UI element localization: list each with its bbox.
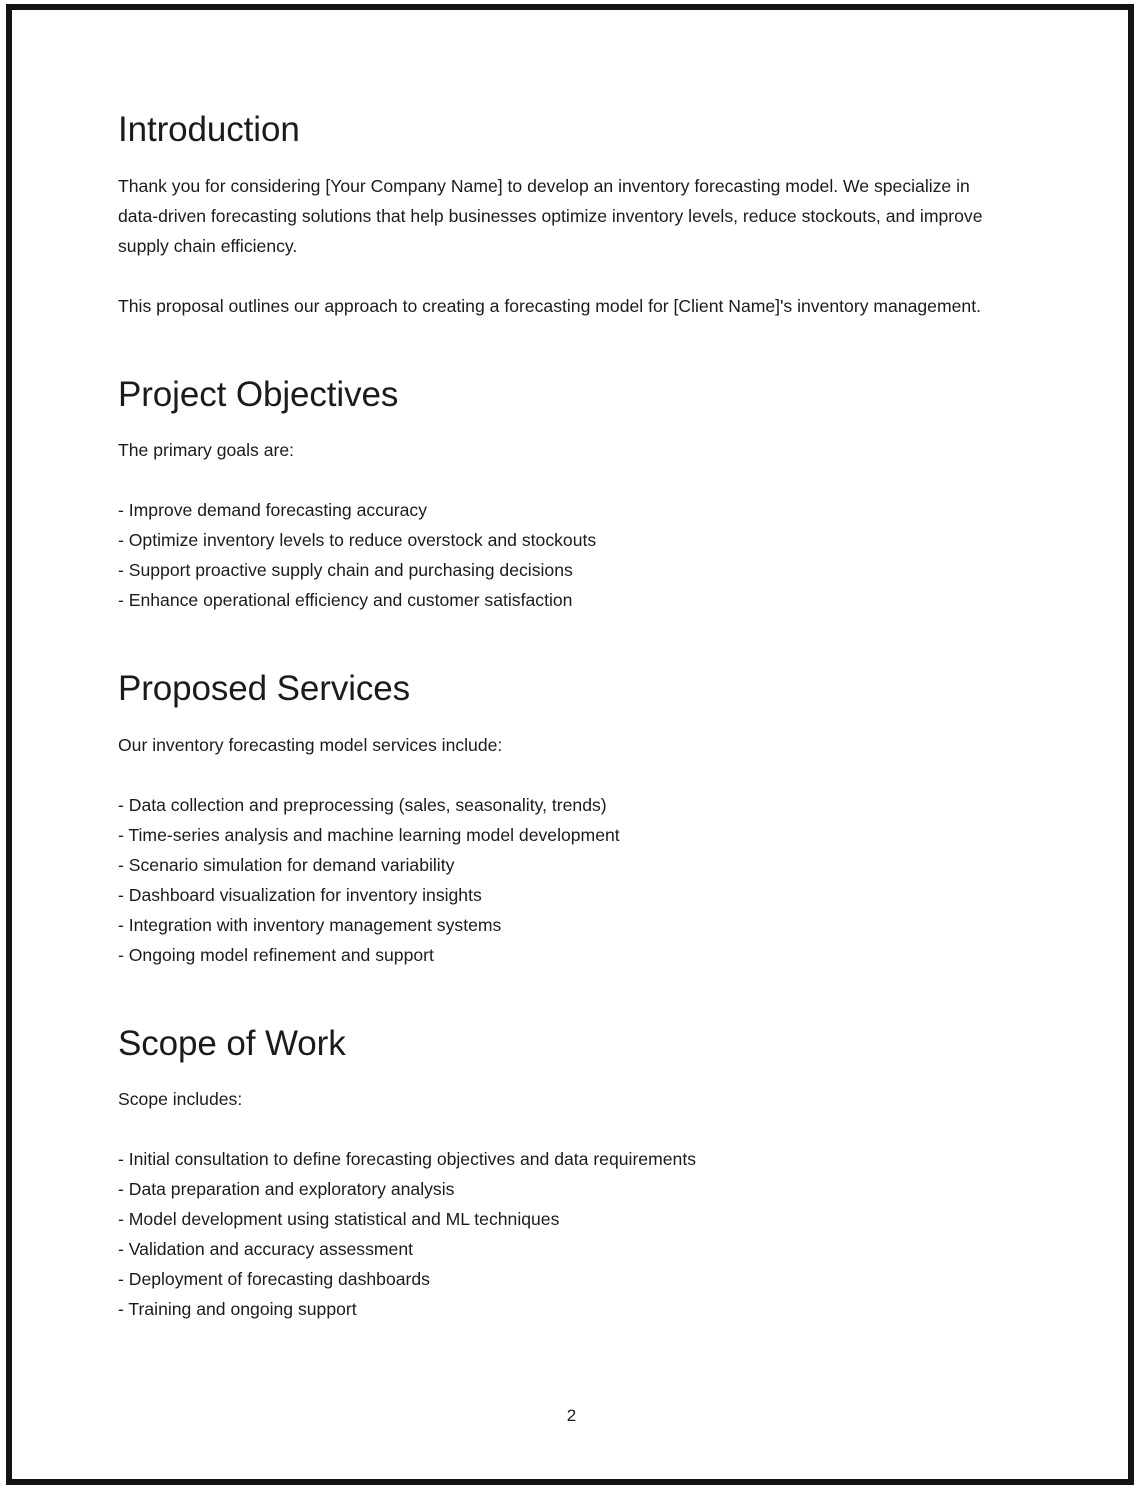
paragraph-intro-1: Thank you for considering [Your Company Name] to develop an inventory forecasting model. We specialize in data-driven forecasting solutions that help businesses optimize inventory levels, reduce stockouts, and improve supply chain efficiency. (118, 175, 983, 256)
list-item: - Training and ongoing support (118, 1299, 357, 1320)
list-project-objectives (118, 495, 1002, 615)
list-item: - Data preparation and exploratory analysis (118, 1179, 455, 1200)
section-heading-proposed-services: Proposed Services (118, 669, 411, 709)
page-number-value: 2 (566, 1406, 577, 1425)
list-item: - Scenario simulation for demand variability (118, 854, 455, 875)
list-item: - Dashboard visualization for inventory insights (118, 884, 482, 905)
section-heading-introduction: Introduction (118, 110, 300, 149)
list-item: - Support proactive supply chain and purchasing decisions (118, 560, 573, 581)
list-item: - Integration with inventory management systems (118, 914, 502, 935)
section-scope-of-work (118, 1024, 1002, 1325)
section-introduction (118, 110, 1002, 321)
section-heading-scope-of-work: Scope of Work (118, 1023, 346, 1063)
section-spacer (118, 321, 1002, 375)
section-proposed-services (118, 669, 1002, 970)
list-item: - Ongoing model refinement and support (118, 944, 434, 965)
list-item: - Optimize inventory levels to reduce overstock and stockouts (118, 530, 597, 551)
section-project-objectives (118, 375, 1002, 616)
section-spacer (118, 615, 1002, 669)
paragraph-objectives-lead: The primary goals are: (118, 440, 295, 461)
document-content (118, 110, 1002, 1324)
list-item: - Initial consultation to define forecasting objectives and data requirements (118, 1149, 696, 1170)
list-proposed-services (118, 790, 1002, 970)
list-item: - Time-series analysis and machine learning model development (118, 824, 620, 845)
document-page (6, 4, 1134, 1485)
list-item: - Data collection and preprocessing (sales, seasonality, trends) (118, 794, 607, 815)
list-scope-of-work (118, 1144, 1002, 1324)
list-item: - Validation and accuracy assessment (118, 1239, 414, 1260)
list-item: - Deployment of forecasting dashboards (118, 1269, 430, 1290)
list-item: - Improve demand forecasting accuracy (118, 500, 428, 521)
paragraph-services-lead: Our inventory forecasting model services include: (118, 734, 503, 755)
list-item: - Enhance operational efficiency and customer satisfaction (118, 590, 573, 611)
section-spacer (118, 970, 1002, 1024)
section-heading-project-objectives: Project Objectives (118, 374, 399, 414)
paragraph-scope-lead: Scope includes: (118, 1089, 243, 1110)
paragraph-intro-2: This proposal outlines our approach to creating a forecasting model for [Client Name]'s inventory management. (118, 295, 981, 316)
list-item: - Model development using statistical and ML techniques (118, 1209, 560, 1230)
page-number-footer (12, 1406, 1140, 1426)
